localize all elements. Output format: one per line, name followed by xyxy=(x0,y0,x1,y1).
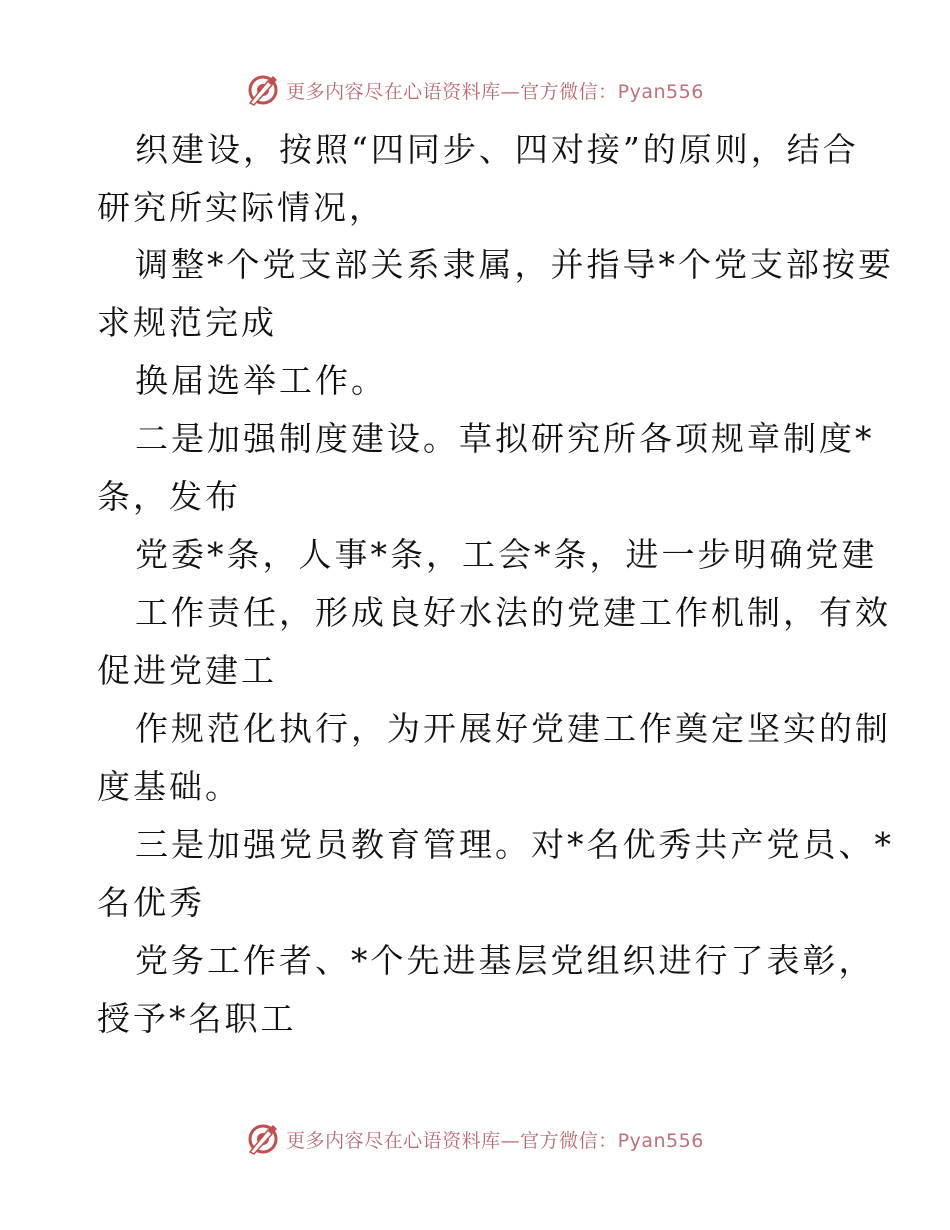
text-line: 作规范化执行，为开展好党建工作奠定坚实的制 xyxy=(135,709,891,748)
text-line: 三是加强党员教育管理。对*名优秀共产党员、* xyxy=(135,825,894,864)
watermark-text: 更多内容尽在心语资料库—官方微信：Pyan556 xyxy=(286,1129,704,1152)
text-line: 调整*个党支部关系隶属，并指导*个党支部按要 xyxy=(135,245,894,284)
header-watermark xyxy=(0,70,950,110)
footer-watermark xyxy=(0,1119,950,1159)
text-line: 工作责任，形成良好水法的党建工作机制，有效 xyxy=(135,593,891,632)
text-line: 名优秀 xyxy=(97,883,205,922)
text-line: 党委*条，人事*条，工会*条，进一步明确党建 xyxy=(135,535,878,574)
text-line: 党务工作者、*个先进基层党组织进行了表彰， xyxy=(135,941,875,980)
text-line: 织建设，按照“四同步、四对接”的原则，结合 xyxy=(135,130,859,169)
text-line: 二是加强制度建设。草拟研究所各项规章制度* xyxy=(135,419,875,458)
text-line: 促进党建工 xyxy=(97,651,277,690)
pen-logo-icon xyxy=(246,73,280,107)
text-line: 度基础。 xyxy=(97,767,241,806)
pen-logo-icon xyxy=(246,1122,280,1156)
text-line: 换届选举工作。 xyxy=(135,361,387,400)
text-line: 条，发布 xyxy=(97,477,241,516)
watermark-text: 更多内容尽在心语资料库—官方微信：Pyan556 xyxy=(286,80,704,103)
text-line: 求规范完成 xyxy=(97,303,277,342)
text-line: 授予*名职工 xyxy=(97,999,297,1038)
text-line: 研究所实际情况， xyxy=(97,188,385,227)
